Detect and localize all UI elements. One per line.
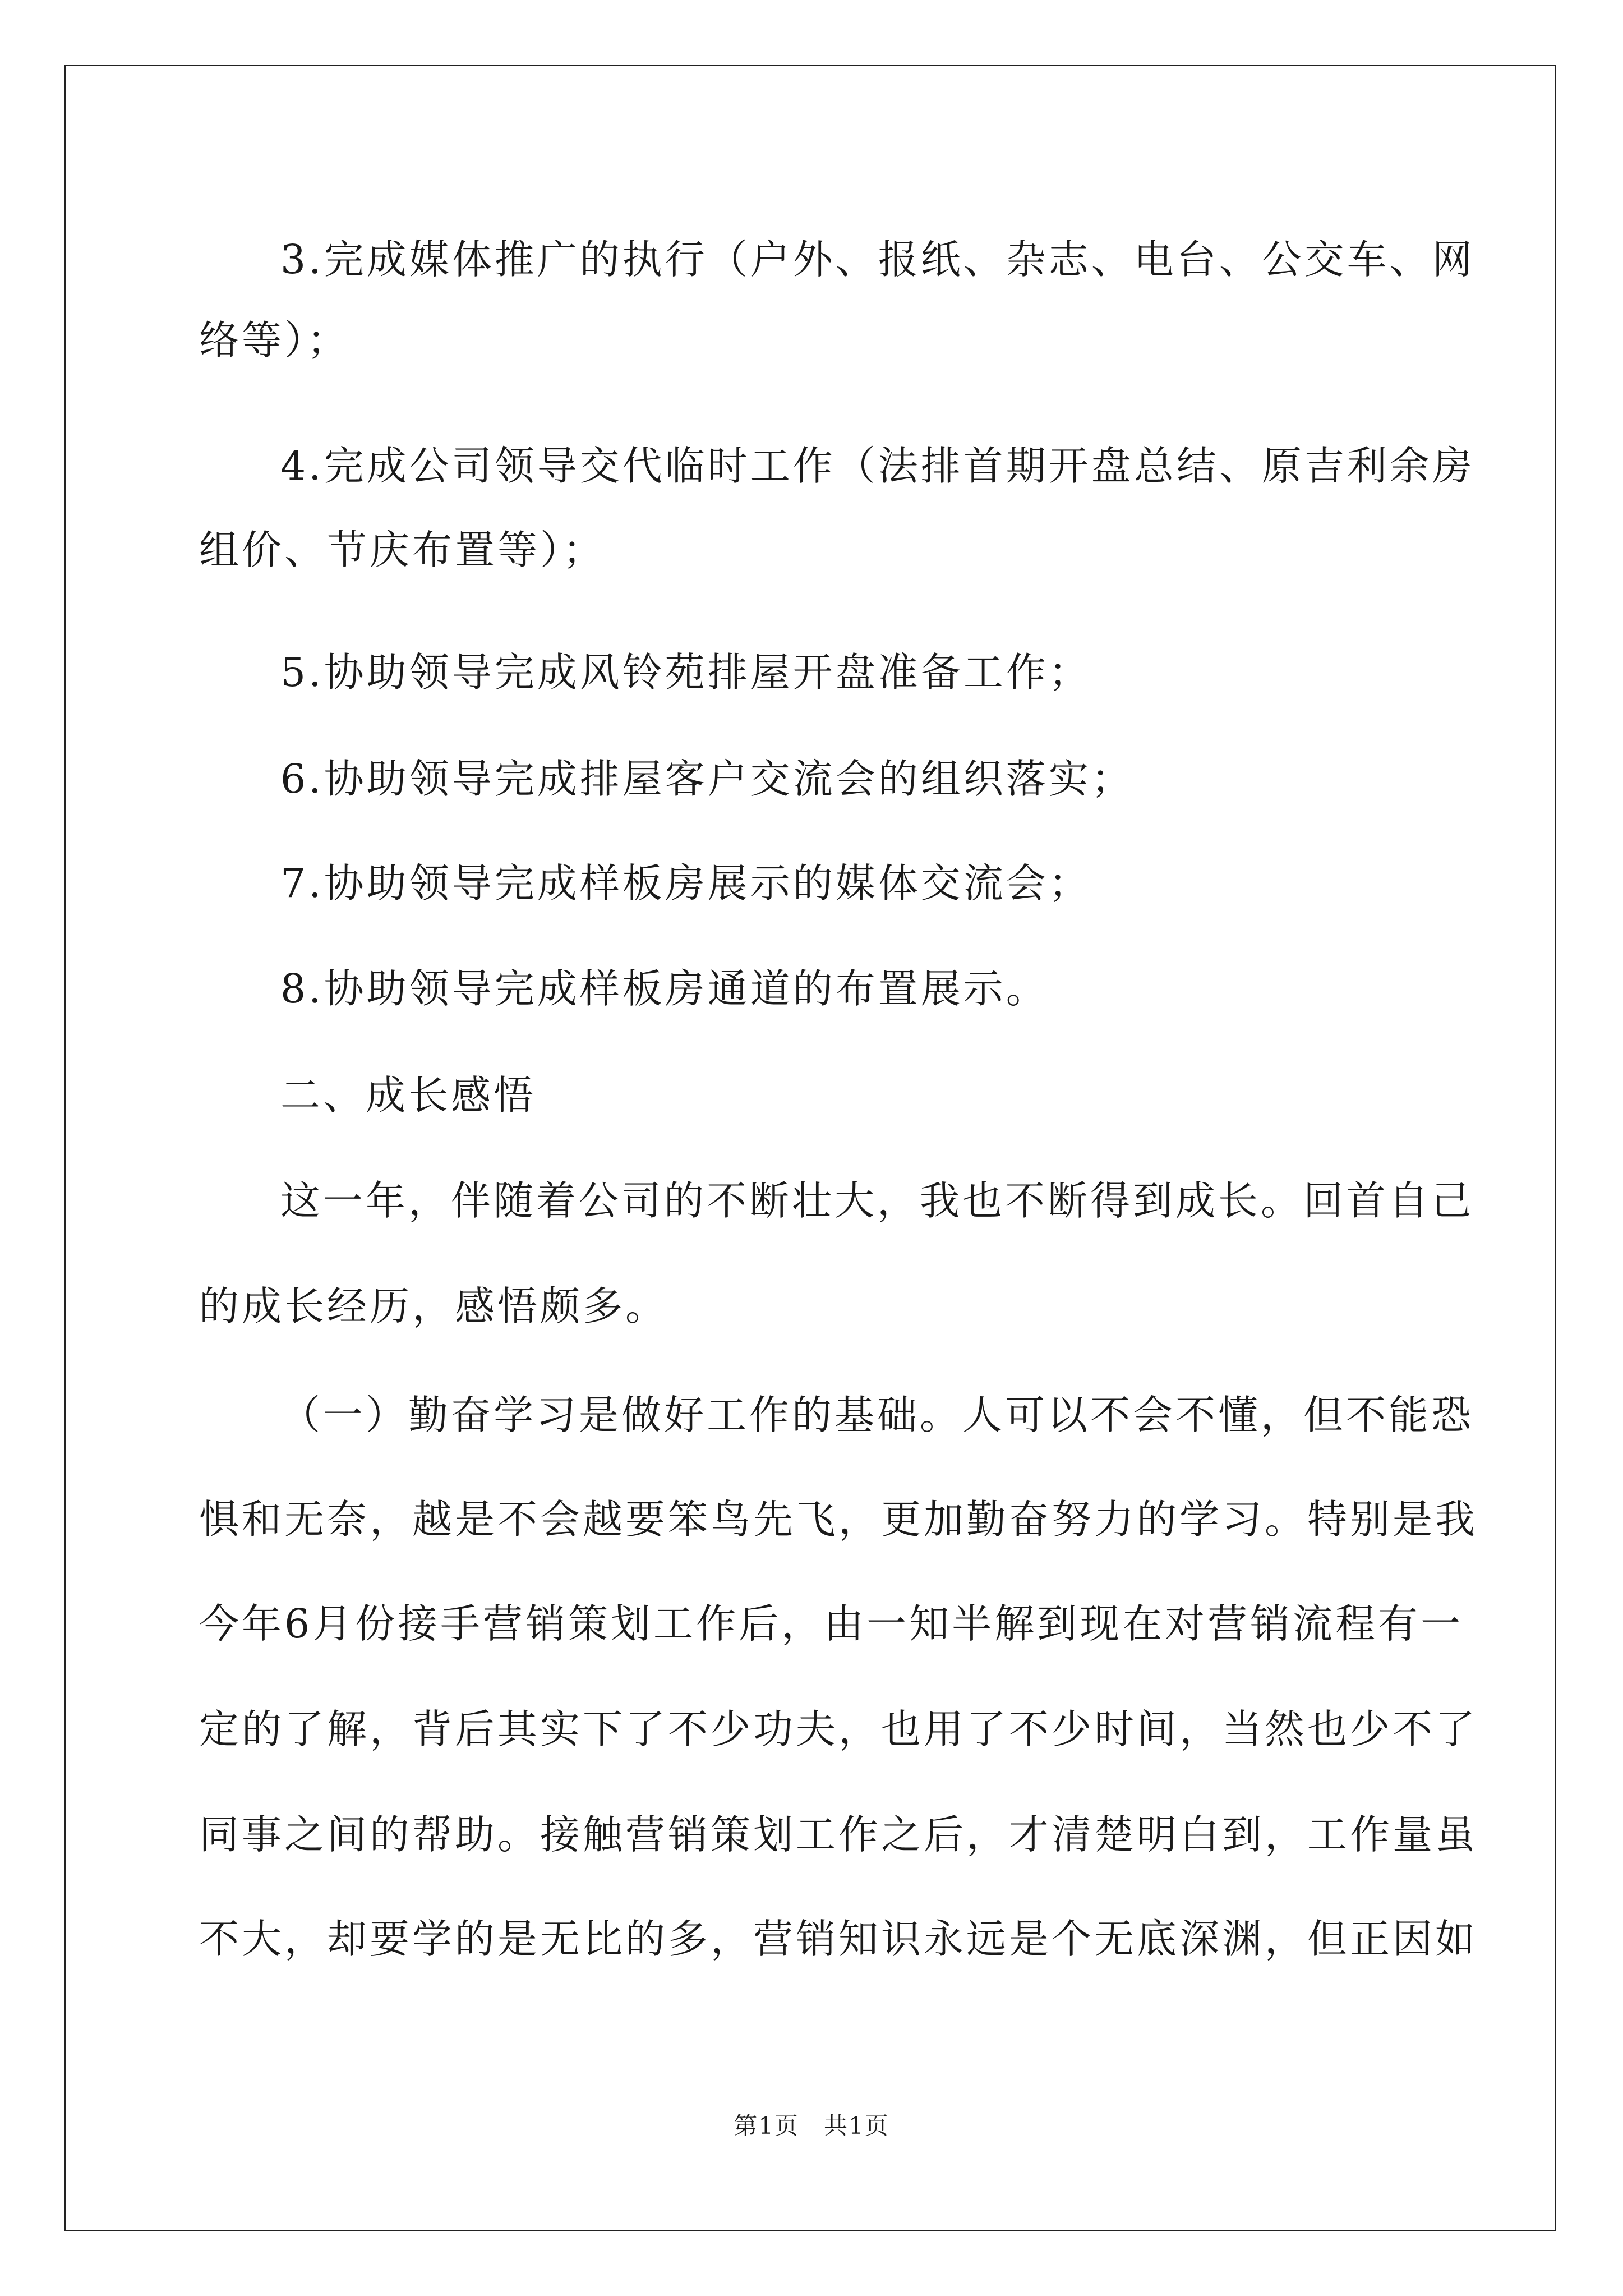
paragraph-line: 组价、节庆布置等）； (199, 527, 606, 573)
section-heading: 二、成长感悟 (280, 1072, 537, 1119)
paragraph-line: 3.完成媒体推广的执行（户外、报纸、杂志、电台、公交车、网 (280, 236, 1475, 283)
paragraph-line: 的成长经历，感悟颇多。 (199, 1283, 668, 1329)
paragraph-line: 定的了解，背后其实下了不少功夫，也用了不少时间，当然也少不了 (199, 1706, 1478, 1752)
paragraph-line: 4.完成公司领导交代临时工作（法排首期开盘总结、原吉利余房 (280, 443, 1475, 489)
paragraph-line: 络等）； (199, 317, 350, 364)
paragraph-line: 6.协助领导完成排屋客户交流会的组织落实； (280, 756, 1134, 802)
page-number-footer: 第1页 共1页 (734, 2112, 889, 2139)
paragraph-line: 5.协助领导完成风铃苑排屋开盘准备工作； (280, 649, 1091, 696)
page-border (64, 65, 1556, 2231)
paragraph-line: （一）勤奋学习是做好工作的基础。人可以不会不懂，但不能恐 (280, 1392, 1474, 1438)
paragraph-line: 同事之间的帮助。接触营销策划工作之后，才清楚明白到，工作量虽 (199, 1811, 1478, 1858)
paragraph-line: 不大，却要学的是无比的多，营销知识永远是个无底深渊，但正因如 (199, 1916, 1478, 1962)
paragraph-line: 这一年，伴随着公司的不断壮大，我也不断得到成长。回首自己 (280, 1177, 1474, 1224)
paragraph-line: 7.协助领导完成样板房展示的媒体交流会； (280, 860, 1091, 907)
paragraph-line: 8.协助领导完成样板房通道的布置展示。 (280, 965, 1049, 1012)
paragraph-line: 惧和无奈，越是不会越要笨鸟先飞，更加勤奋努力的学习。特别是我 (199, 1496, 1478, 1543)
paragraph-line: 今年6月份接手营销策划工作后，由一知半解到现在对营销流程有一 (199, 1600, 1464, 1647)
